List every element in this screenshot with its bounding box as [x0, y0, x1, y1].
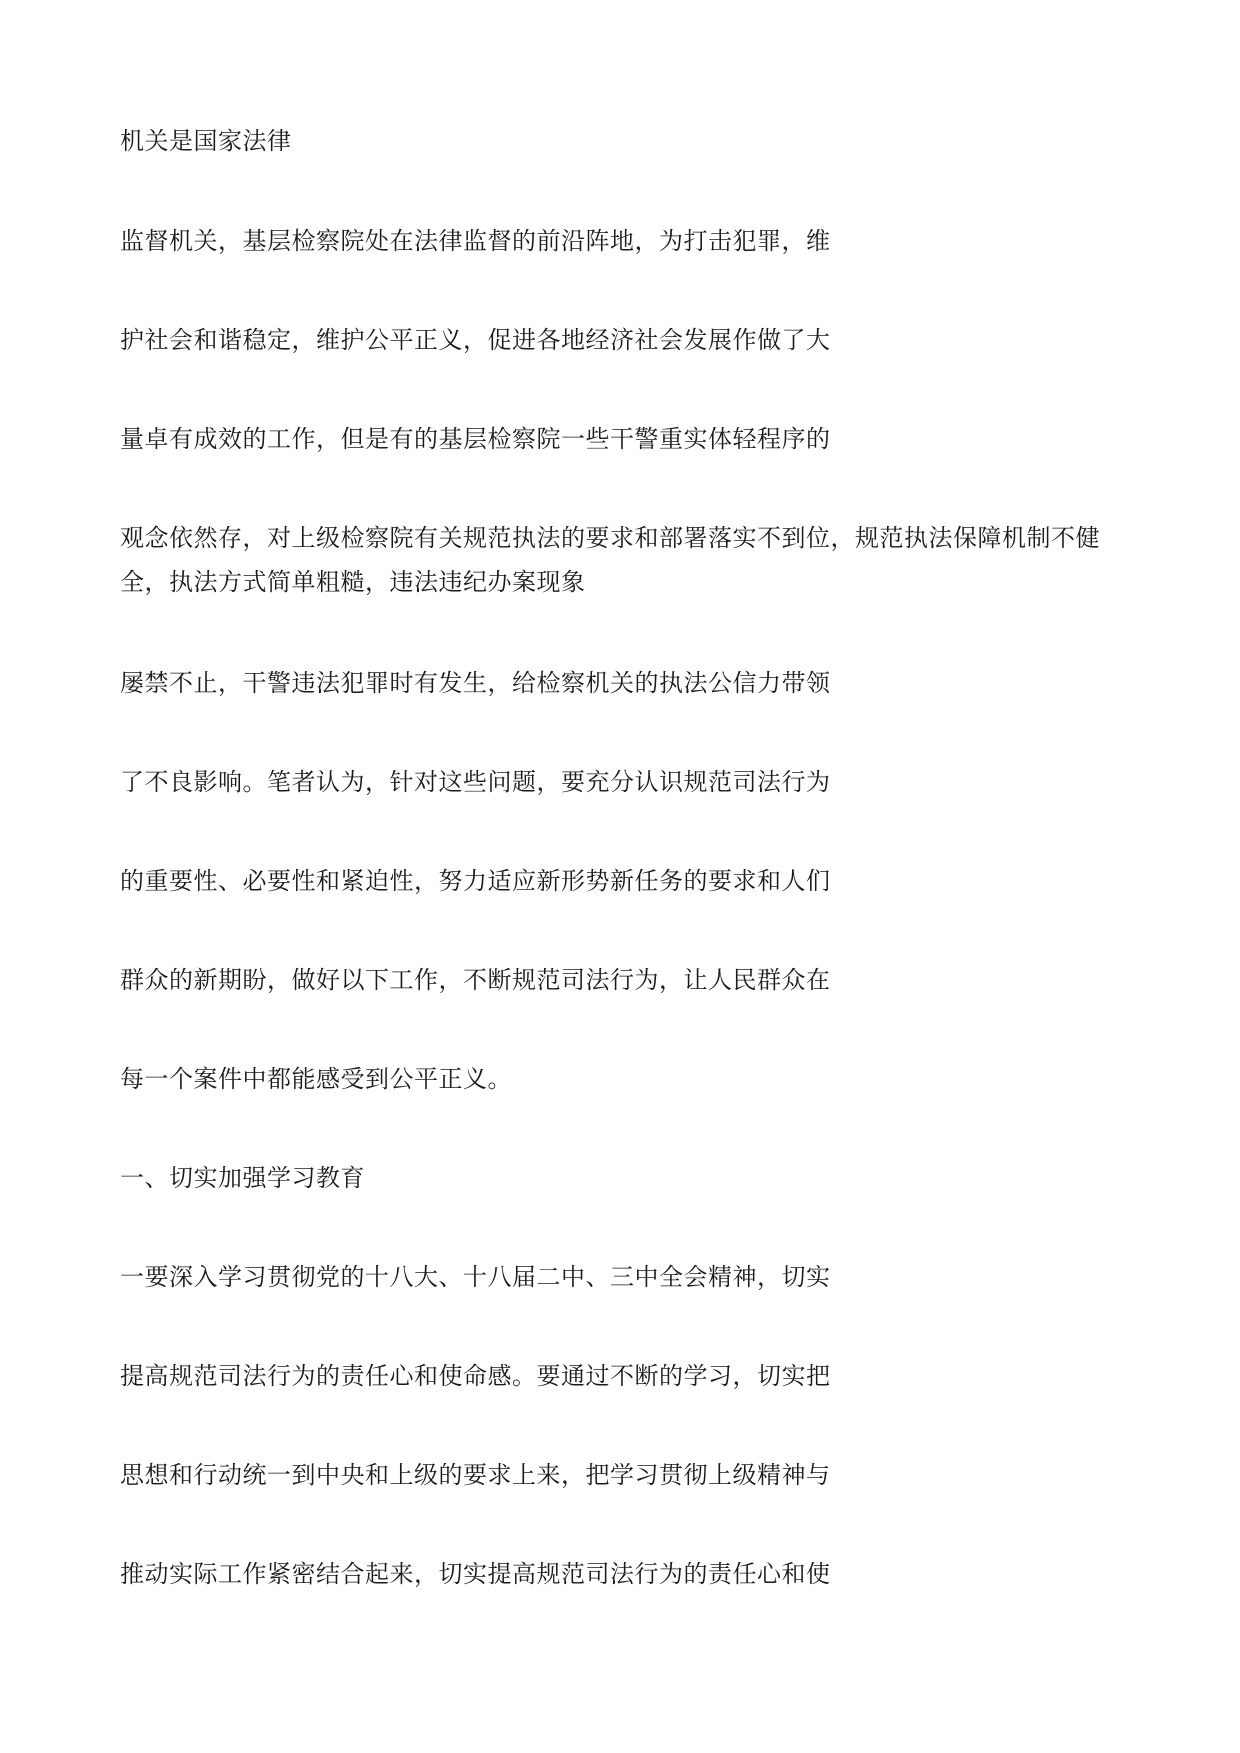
text-line-3: 护社会和谐稳定，维护公平正义，促进各地经济社会发展作做了大 [120, 326, 831, 354]
text-line-15: 思想和行动统一到中央和上级的要求上来，把学习贯彻上级精神与 [120, 1461, 831, 1489]
text-line-1: 机关是国家法律 [120, 127, 292, 155]
text-line-11: 每一个案件中都能感受到公平正义。 [120, 1065, 512, 1093]
text-line-14: 提高规范司法行为的责任心和使命感。要通过不断的学习，切实把 [120, 1362, 831, 1390]
section-heading: 一、切实加强学习教育 [120, 1164, 365, 1192]
text-line-13: 一要深入学习贯彻党的十八大、十八届二中、三中全会精神，切实 [120, 1263, 831, 1291]
text-line-5: 观念依然存，对上级检察院有关规范执法的要求和部署落实不到位，规范执法保障机制不健 [120, 524, 1100, 552]
text-line-2: 监督机关，基层检察院处在法律监督的前沿阵地，为打击犯罪，维 [120, 227, 831, 255]
text-line-4: 量卓有成效的工作，但是有的基层检察院一些干警重实体轻程序的 [120, 425, 831, 453]
text-line-8: 了不良影响。笔者认为，针对这些问题，要充分认识规范司法行为 [120, 768, 831, 796]
text-line-7: 屡禁不止，干警违法犯罪时有发生，给检察机关的执法公信力带领 [120, 669, 831, 697]
text-line-6: 全，执法方式简单粗糙，违法违纪办案现象 [120, 568, 586, 596]
text-line-10: 群众的新期盼，做好以下工作，不断规范司法行为，让人民群众在 [120, 966, 831, 994]
text-line-9: 的重要性、必要性和紧迫性，努力适应新形势新任务的要求和人们 [120, 867, 831, 895]
text-line-16: 推动实际工作紧密结合起来，切实提高规范司法行为的责任心和使 [120, 1560, 831, 1588]
